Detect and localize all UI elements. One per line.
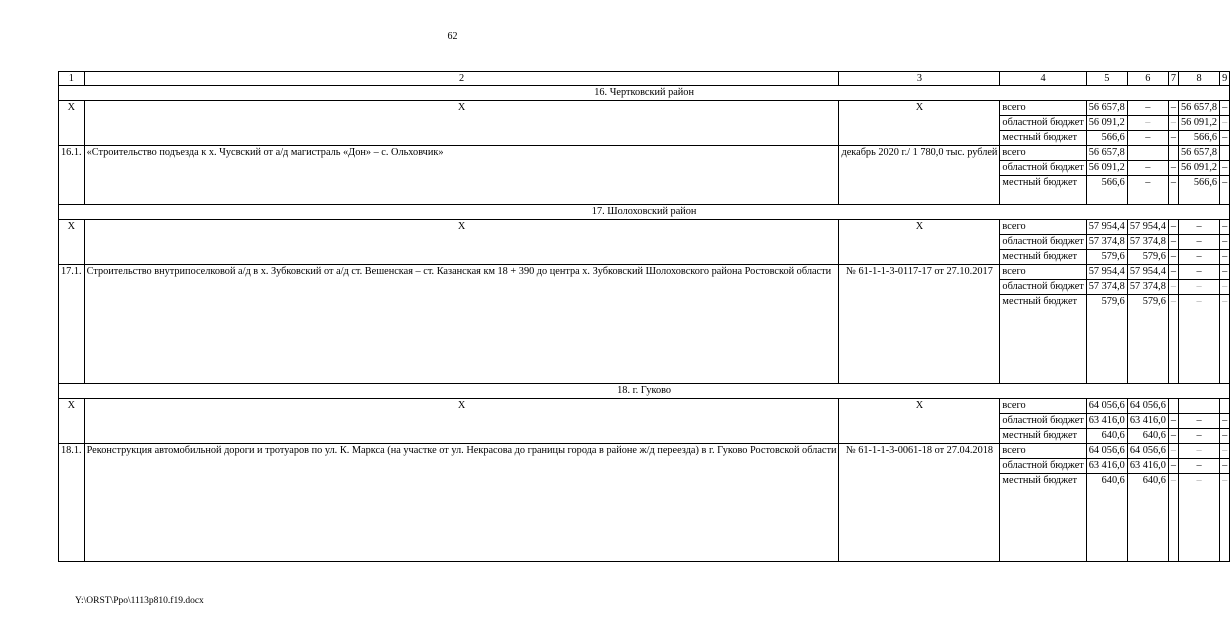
amount-cell: –	[1220, 459, 1230, 474]
object-name: Строительство внутрипоселковой а/д в х. Зубковский от а/д ст. Вешенская – ст. Казанская км 18 + 390 до центра х. Зубковский Шолоховского района Ростовской области	[84, 265, 839, 384]
funding-source: местный бюджет	[1000, 429, 1086, 444]
table-header-row	[59, 72, 1230, 86]
funding-source: всего	[1000, 101, 1086, 116]
amount-cell: –	[1127, 176, 1168, 205]
table-row	[59, 146, 1230, 161]
amount-cell: –	[1179, 444, 1220, 459]
amount-cell: 57 374,8	[1127, 280, 1168, 295]
funding-source: областной бюджет	[1000, 235, 1086, 250]
amount-cell: –	[1179, 414, 1220, 429]
amount-cell: 56 091,2	[1179, 161, 1220, 176]
amount-cell: 566,6	[1179, 131, 1220, 146]
amount-cell: 63 416,0	[1086, 414, 1127, 429]
amount-cell: –	[1179, 295, 1220, 384]
amount-cell: 56 091,2	[1086, 161, 1127, 176]
amount-cell: 56 091,2	[1086, 116, 1127, 131]
header-cell: 3	[839, 72, 1000, 86]
amount-cell: –	[1179, 235, 1220, 250]
amount-cell: 640,6	[1127, 474, 1168, 562]
header-cell: 2	[84, 72, 839, 86]
amount-cell: –	[1220, 250, 1230, 265]
amount-cell: 64 056,6	[1127, 399, 1168, 414]
amount-cell: –	[1220, 131, 1230, 146]
table-row	[59, 101, 1230, 116]
funding-source: всего	[1000, 444, 1086, 459]
amount-cell: –	[1168, 474, 1178, 562]
amount-cell: –	[1220, 414, 1230, 429]
row-number: 17.1.	[59, 265, 85, 384]
table-row	[59, 220, 1230, 235]
row-number: Х	[59, 399, 85, 444]
amount-cell: 56 657,8	[1179, 146, 1220, 161]
funding-source: областной бюджет	[1000, 280, 1086, 295]
row-number: Х	[59, 101, 85, 146]
row-number: Х	[59, 220, 85, 265]
row-number: 16.1.	[59, 146, 85, 205]
amount-cell: 579,6	[1086, 250, 1127, 265]
amount-cell: –	[1220, 101, 1230, 116]
funding-source: всего	[1000, 399, 1086, 414]
funding-source: областной бюджет	[1000, 459, 1086, 474]
document-cell: Х	[839, 399, 1000, 444]
section-title: 16. Чертковский район	[59, 86, 1230, 101]
amount-cell: 57 374,8	[1086, 235, 1127, 250]
page-number: 62	[447, 31, 458, 42]
amount-cell: 56 657,8	[1179, 101, 1220, 116]
amount-cell: –	[1220, 161, 1230, 176]
amount-cell: –	[1220, 474, 1230, 562]
file-path-footer: Y:\ORST\Ppo\1113p810.f19.docx	[75, 596, 204, 606]
header-cell: 7	[1168, 72, 1178, 86]
amount-cell: –	[1179, 459, 1220, 474]
amount-cell: 57 954,4	[1086, 220, 1127, 235]
amount-cell: –	[1179, 220, 1220, 235]
amount-cell: –	[1179, 250, 1220, 265]
row-number: 18.1.	[59, 444, 85, 562]
amount-cell: 57 954,4	[1127, 265, 1168, 280]
amount-cell: –	[1220, 116, 1230, 131]
document-cell: Х	[839, 220, 1000, 265]
amount-cell: –	[1168, 414, 1178, 429]
header-cell: 1	[59, 72, 85, 86]
amount-cell: –	[1168, 220, 1178, 235]
amount-cell: 64 056,6	[1086, 399, 1127, 414]
amount-cell: –	[1168, 161, 1178, 176]
amount-cell	[1168, 399, 1178, 414]
amount-cell: 57 954,4	[1086, 265, 1127, 280]
amount-cell: –	[1179, 429, 1220, 444]
amount-cell: –	[1179, 280, 1220, 295]
object-name: «Строительство подъезда к х. Чусвский от а/д магистраль «Дон» – с. Ольховчик»	[84, 146, 839, 205]
amount-cell: –	[1168, 131, 1178, 146]
funding-source: всего	[1000, 265, 1086, 280]
amount-cell: –	[1168, 250, 1178, 265]
amount-cell: –	[1168, 235, 1178, 250]
amount-cell: –	[1220, 220, 1230, 235]
funding-source: местный бюджет	[1000, 474, 1086, 562]
object-name: Х	[84, 399, 839, 444]
amount-cell: 64 056,6	[1086, 444, 1127, 459]
amount-cell: –	[1127, 131, 1168, 146]
amount-cell: –	[1168, 444, 1178, 459]
amount-cell: –	[1220, 265, 1230, 280]
amount-cell: –	[1127, 101, 1168, 116]
amount-cell: 566,6	[1086, 176, 1127, 205]
amount-cell: 56 657,8	[1086, 101, 1127, 116]
section-row	[59, 86, 1230, 101]
amount-cell: 566,6	[1179, 176, 1220, 205]
document-cell: № 61-1-1-3-0061-18 от 27.04.2018	[839, 444, 1000, 562]
amount-cell: 579,6	[1127, 250, 1168, 265]
table-row	[59, 265, 1230, 280]
document-cell: Х	[839, 101, 1000, 146]
amount-cell: –	[1179, 474, 1220, 562]
amount-cell: 579,6	[1127, 295, 1168, 384]
amount-cell: –	[1127, 116, 1168, 131]
amount-cell: –	[1220, 295, 1230, 384]
amount-cell: 63 416,0	[1086, 459, 1127, 474]
object-name: Х	[84, 220, 839, 265]
table-row	[59, 444, 1230, 459]
amount-cell	[1168, 146, 1178, 161]
document-cell: № 61-1-1-3-0117-17 от 27.10.2017	[839, 265, 1000, 384]
amount-cell: –	[1168, 280, 1178, 295]
header-cell: 8	[1179, 72, 1220, 86]
amount-cell	[1220, 146, 1230, 161]
amount-cell: –	[1220, 176, 1230, 205]
amount-cell: –	[1179, 265, 1220, 280]
amount-cell: –	[1168, 459, 1178, 474]
funding-source: местный бюджет	[1000, 295, 1086, 384]
amount-cell: –	[1220, 444, 1230, 459]
budget-table	[58, 71, 1230, 562]
amount-cell: 57 954,4	[1127, 220, 1168, 235]
funding-source: всего	[1000, 146, 1086, 161]
section-title: 17. Шолоховский район	[59, 205, 1230, 220]
amount-cell: 57 374,8	[1127, 235, 1168, 250]
amount-cell: –	[1127, 161, 1168, 176]
amount-cell: 63 416,0	[1127, 459, 1168, 474]
amount-cell: 57 374,8	[1086, 280, 1127, 295]
funding-source: всего	[1000, 220, 1086, 235]
section-row	[59, 205, 1230, 220]
amount-cell: –	[1168, 116, 1178, 131]
amount-cell: 640,6	[1127, 429, 1168, 444]
amount-cell: 640,6	[1086, 429, 1127, 444]
amount-cell: –	[1220, 235, 1230, 250]
funding-source: областной бюджет	[1000, 116, 1086, 131]
funding-source: местный бюджет	[1000, 250, 1086, 265]
table-row	[59, 399, 1230, 414]
object-name: Реконструкция автомобильной дороги и тротуаров по ул. К. Маркса (на участке от ул. Некрасова до границы города в районе ж/д переезда) в г. Гуково Ростовской области	[84, 444, 839, 562]
funding-source: местный бюджет	[1000, 176, 1086, 205]
amount-cell: –	[1168, 265, 1178, 280]
header-cell: 6	[1127, 72, 1168, 86]
document-cell: декабрь 2020 г./ 1 780,0 тыс. рублей	[839, 146, 1000, 205]
amount-cell: –	[1168, 429, 1178, 444]
amount-cell	[1220, 399, 1230, 414]
amount-cell: 56 657,8	[1086, 146, 1127, 161]
amount-cell: 64 056,6	[1127, 444, 1168, 459]
amount-cell: –	[1220, 429, 1230, 444]
funding-source: областной бюджет	[1000, 161, 1086, 176]
amount-cell: 640,6	[1086, 474, 1127, 562]
amount-cell: 566,6	[1086, 131, 1127, 146]
amount-cell: 579,6	[1086, 295, 1127, 384]
amount-cell	[1179, 399, 1220, 414]
amount-cell: 56 091,2	[1179, 116, 1220, 131]
amount-cell: –	[1168, 295, 1178, 384]
amount-cell: –	[1220, 280, 1230, 295]
header-cell: 4	[1000, 72, 1086, 86]
header-cell: 9	[1220, 72, 1230, 86]
amount-cell	[1127, 146, 1168, 161]
header-cell: 5	[1086, 72, 1127, 86]
amount-cell: 63 416,0	[1127, 414, 1168, 429]
object-name: Х	[84, 101, 839, 146]
section-title: 18. г. Гуково	[59, 384, 1230, 399]
funding-source: местный бюджет	[1000, 131, 1086, 146]
amount-cell: –	[1168, 101, 1178, 116]
amount-cell: –	[1168, 176, 1178, 205]
funding-source: областной бюджет	[1000, 414, 1086, 429]
section-row	[59, 384, 1230, 399]
